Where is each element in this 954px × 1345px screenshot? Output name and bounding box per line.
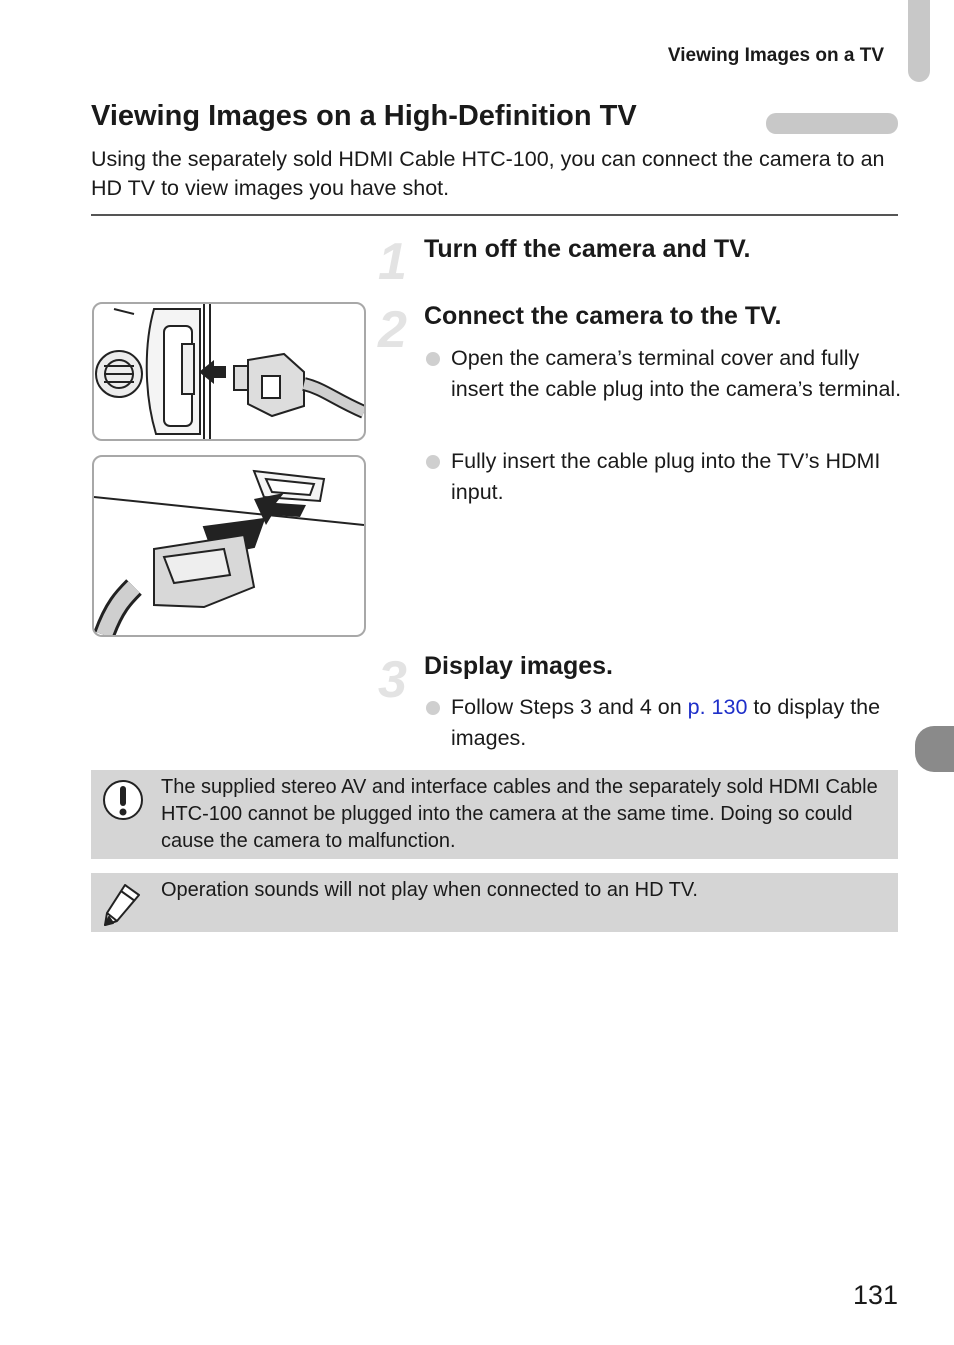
step-title: Turn off the camera and TV.	[424, 235, 751, 263]
step-number: 1	[378, 233, 407, 291]
bullet-text: Open the camera’s terminal cover and fully insert the cable plug into the camera’s terminal.	[451, 346, 902, 401]
step-title: Display images.	[424, 652, 613, 680]
tv-hdmi-input-illustration	[92, 455, 366, 637]
step-number: 3	[378, 651, 407, 709]
step-title: Connect the camera to the TV.	[424, 302, 782, 330]
camera-hdmi-connection-illustration	[92, 302, 366, 441]
note-text: Operation sounds will not play when connected to an HD TV.	[161, 879, 698, 901]
intro-paragraph: Using the separately sold HDMI Cable HTC-100, you can connect the camera to an HD TV to view images you have shot.	[91, 147, 885, 200]
chapter-tab	[908, 0, 930, 82]
step-bullet	[424, 446, 902, 508]
bullet-icon	[426, 455, 440, 469]
section-divider	[91, 214, 898, 216]
page-number: 131	[852, 1280, 898, 1310]
step-bullet	[424, 343, 902, 405]
caution-box	[91, 770, 898, 859]
page-link[interactable]: p. 130	[687, 695, 748, 719]
bullet-icon	[426, 701, 440, 715]
section-title: Viewing Images on a High-Definition TV	[91, 100, 637, 132]
running-header: Viewing Images on a TV	[667, 45, 884, 66]
chapter-index-tab	[915, 726, 954, 772]
caution-text: The supplied stereo AV and interface cables and the separately sold HDMI Cable HTC-100 cannot be plugged into the camera at the same time. Doing so could cause the camera to malfunction.	[161, 776, 878, 852]
step-bullet	[424, 692, 902, 754]
caution-icon	[101, 778, 145, 822]
pencil-icon	[103, 881, 143, 927]
bullet-text: Follow Steps 3 and 4 on	[451, 695, 688, 719]
bullet-text: Fully insert the cable plug into the TV’s HDMI input.	[451, 449, 881, 504]
bullet-icon	[426, 352, 440, 366]
bullet-text: to display the images.	[451, 695, 881, 750]
note-box	[91, 873, 898, 932]
step-number: 2	[378, 301, 407, 359]
title-decoration-bar	[766, 113, 898, 134]
camera-hdmi-connection-illustration	[94, 304, 364, 439]
tv-hdmi-input-illustration	[94, 457, 364, 635]
